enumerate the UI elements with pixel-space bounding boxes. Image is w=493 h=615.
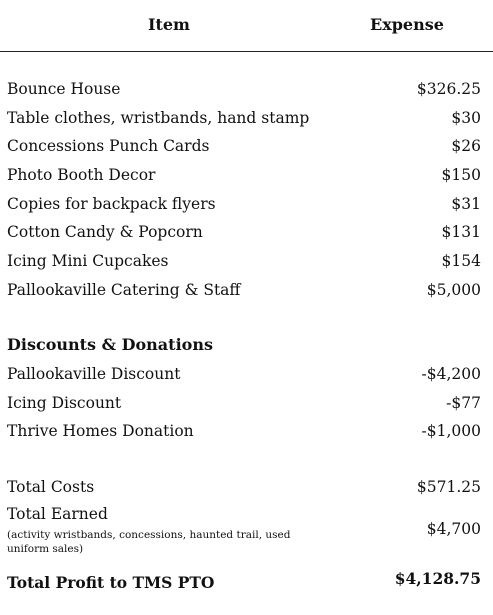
expense-value: $150 — [441, 166, 481, 184]
expense-row — [7, 281, 481, 303]
expense-label: Pallookaville Catering & Staff — [7, 281, 241, 299]
total-costs-label: Total Costs — [7, 478, 95, 496]
total-earned-label: Total Earned — [7, 505, 108, 523]
discount-row — [7, 394, 481, 416]
total-earned-note: (activity wristbands, concessions, haunted trail, used uniform sales) — [7, 529, 291, 555]
expense-row — [7, 109, 481, 131]
expense-value: $131 — [441, 223, 481, 241]
expense-label: Cotton Candy & Popcorn — [7, 223, 203, 241]
total-earned-value-row — [7, 520, 481, 542]
expense-label: Copies for backpack flyers — [7, 195, 216, 213]
expense-row — [7, 80, 481, 102]
expense-value: $26 — [451, 137, 481, 155]
discount-label: Thrive Homes Donation — [7, 422, 194, 440]
discount-label: Icing Discount — [7, 394, 122, 412]
expense-label: Icing Mini Cupcakes — [7, 252, 169, 270]
expense-row — [7, 137, 481, 159]
discount-label: Pallookaville Discount — [7, 365, 181, 383]
expense-row — [7, 195, 481, 217]
expense-row — [7, 223, 481, 245]
expense-value: $154 — [441, 252, 481, 270]
expense-value: $31 — [451, 195, 481, 213]
discount-row — [7, 365, 481, 387]
expense-label: Table clothes, wristbands, hand stamp — [7, 109, 310, 127]
column-header-item: Item — [148, 15, 190, 34]
discount-row — [7, 422, 481, 444]
column-header-expense: Expense — [370, 15, 444, 34]
expense-label: Bounce House — [7, 80, 121, 98]
expense-row — [7, 166, 481, 188]
discount-value: -$4,200 — [421, 365, 481, 383]
table-header — [0, 0, 493, 52]
discount-value: -$77 — [446, 394, 481, 412]
expense-label: Concessions Punch Cards — [7, 137, 210, 155]
total-costs-row — [7, 478, 481, 500]
total-costs-value: $571.25 — [416, 478, 481, 496]
total-earned-value: $4,700 — [426, 520, 481, 538]
total-profit-label: Total Profit to TMS PTO — [7, 573, 215, 592]
expense-label: Photo Booth Decor — [7, 166, 156, 184]
expense-row — [7, 252, 481, 274]
expense-value: $5,000 — [426, 281, 481, 299]
expense-value: $30 — [451, 109, 481, 127]
total-profit-row — [7, 569, 481, 595]
discount-value: -$1,000 — [421, 422, 481, 440]
discounts-section-title: Discounts & Donations — [7, 335, 213, 354]
expense-value: $326.25 — [416, 80, 481, 98]
total-profit-value: $4,128.75 — [394, 569, 481, 588]
